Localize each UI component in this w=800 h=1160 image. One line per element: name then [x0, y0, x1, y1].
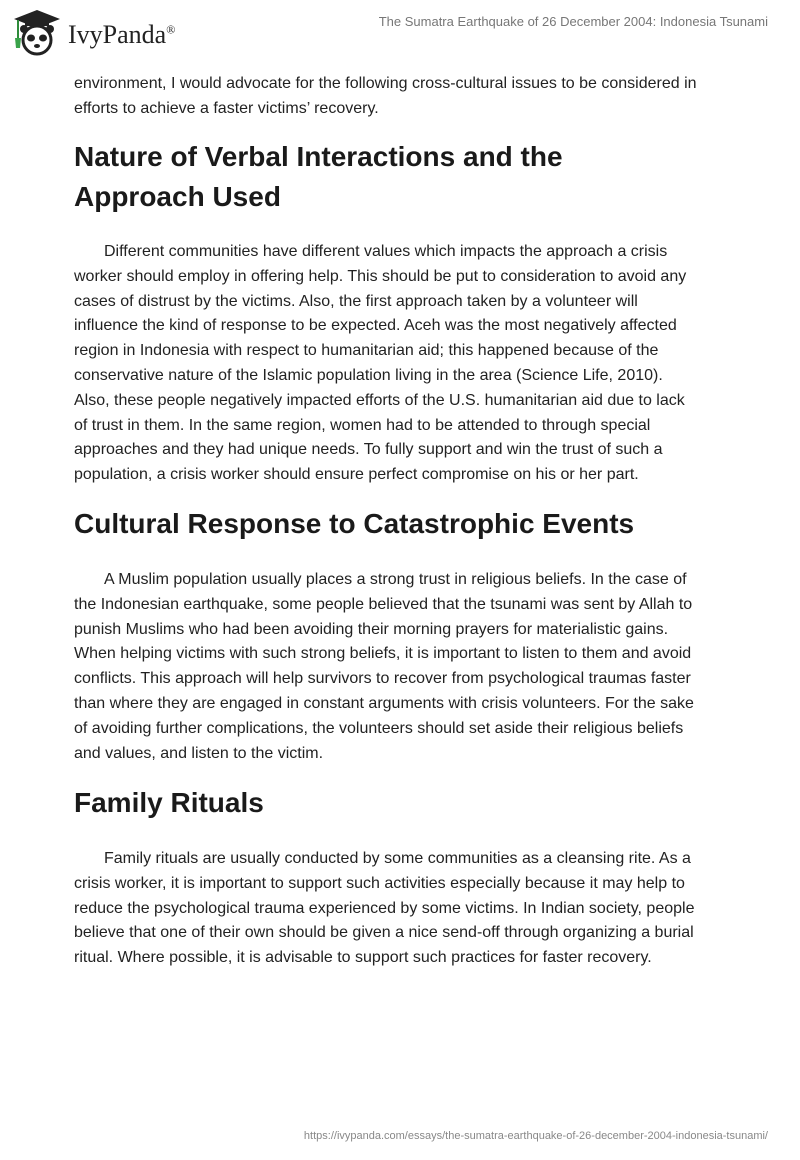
text-line: than where they are engaged in constant arguments with crisis volunteers. For the sake — [74, 694, 694, 712]
text-line: Different communities have different values which impacts the approach a crisis — [104, 243, 668, 260]
text-line: approaches and they had unique needs. To fully support and win the trust of such a — [74, 441, 663, 459]
section-paragraph — [74, 240, 754, 488]
heading-line: Family Rituals — [74, 787, 264, 818]
section-heading — [74, 783, 754, 823]
document-title: The Sumatra Earthquake of 26 December 2004: Indonesia Tsunami — [378, 14, 768, 29]
text-line: crisis worker, it is important to support such activities especially because it may help to — [74, 874, 685, 892]
text-line: and values, and listen to the victim. — [74, 744, 324, 762]
text-line: worker should employ in offering help. This should be put to consideration to avoid any — [74, 267, 687, 285]
text-line: reduce the psychological trauma experienced by some victims. In Indian society, people — [74, 899, 695, 917]
text-line: conservative nature of the Islamic population living in the area (Science Life, 2010). — [74, 366, 663, 384]
text-line: ritual. Where possible, it is advisable to support such practices for faster recovery. — [74, 949, 652, 967]
text-line: conflicts. This approach will help survivors to recover from psychological traumas faster — [74, 670, 691, 688]
text-line: influence the kind of response to be expected. Aceh was the most negatively affected — [74, 317, 677, 335]
text-line: environment, I would advocate for the following cross-cultural issues to be considered in — [74, 75, 697, 92]
intro-paragraph — [74, 72, 754, 122]
panda-graduate-icon — [12, 8, 62, 56]
text-line: the Indonesian earthquake, some people believed that the tsunami was sent by Allah to — [74, 595, 693, 613]
section-heading — [74, 137, 754, 217]
text-line: of avoiding further complications, the volunteers should set aside their religious beliefs — [74, 719, 684, 737]
heading-line: Cultural Response to Catastrophic Events — [74, 508, 635, 539]
text-line: efforts to achieve a faster victims’ recovery. — [74, 99, 379, 117]
text-line: punish Muslims who had been avoiding their morning prayers for materialistic gains. — [74, 620, 669, 638]
text-line: believe that one of their own should be given a nice send-off through organizing a burial — [74, 924, 694, 942]
text-line: of trust in them. In the same region, women had to be attended to through special — [74, 416, 651, 434]
heading-line: Nature of Verbal Interactions and the — [74, 141, 563, 172]
text-line: Also, these people negatively impacted efforts of the U.S. humanitarian aid due to lack — [74, 391, 685, 409]
text-line: When helping victims with such strong beliefs, it is important to listen to them and avoid — [74, 645, 692, 663]
ivypanda-logo[interactable] — [12, 8, 175, 56]
section-paragraph — [74, 847, 754, 971]
text-line: cases of distrust by the victims. Also, the first approach taken by a volunteer will — [74, 292, 638, 310]
text-line: region in Indonesia with respect to humanitarian aid; this happened because of the — [74, 342, 659, 360]
text-line: A Muslim population usually places a strong trust in religious beliefs. In the case of — [104, 571, 687, 588]
text-line: Family rituals are usually conducted by some communities as a cleansing rite. As a — [104, 850, 691, 867]
section-heading — [74, 504, 754, 544]
heading-line: Approach Used — [74, 181, 281, 212]
logo-text: IvyPanda® — [68, 20, 176, 49]
source-url[interactable]: https://ivypanda.com/essays/the-sumatra-earthquake-of-26-december-2004-indonesia-tsunami/ — [303, 1130, 768, 1142]
text-line: population, a crisis worker should ensure perfect compromise on his or her part. — [74, 466, 639, 484]
section-paragraph — [74, 568, 754, 766]
